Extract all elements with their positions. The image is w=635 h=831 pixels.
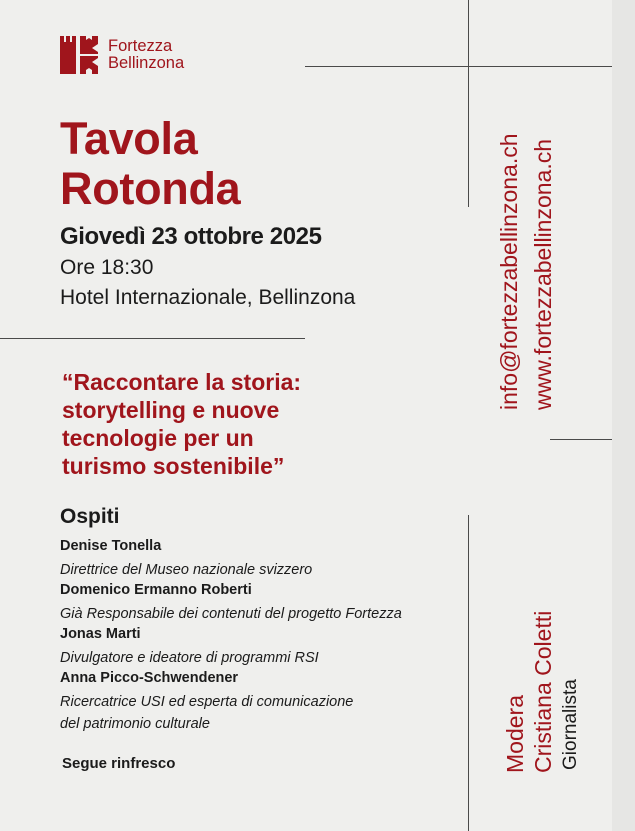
logo-line-1: Fortezza — [108, 37, 173, 55]
guests-heading: Ospiti — [60, 505, 120, 528]
divider-horizontal-middle — [0, 338, 305, 339]
guest-role: Direttrice del Museo nazionale svizzero — [60, 562, 313, 578]
event-time: Ore 18:30 — [60, 256, 154, 279]
guest-name: Jonas Marti — [60, 626, 141, 642]
page-edge — [612, 0, 635, 831]
divider-vertical-top — [468, 0, 469, 207]
guest-item — [60, 669, 402, 735]
event-venue: Hotel Internazionale, Bellinzona — [60, 286, 356, 309]
divider-horizontal-right — [550, 439, 612, 440]
topic-line: tecnologie per un — [62, 425, 254, 451]
guest-item — [60, 537, 402, 581]
guest-item — [60, 581, 402, 625]
guest-role: del patrimonio culturale — [60, 716, 210, 732]
divider-vertical-bottom — [468, 515, 469, 831]
brand-logo — [60, 36, 184, 74]
topic-quote — [62, 368, 392, 480]
guest-name: Denise Tonella — [60, 538, 162, 554]
divider-horizontal-top — [305, 66, 612, 67]
moderator-name: Cristiana Coletti — [530, 610, 556, 773]
contact-website-link[interactable]: www.fortezzabellinzona.ch — [530, 138, 556, 410]
guest-role: Divulgatore e ideatore di programmi RSI — [60, 650, 319, 666]
logo-line-2: Bellinzona — [108, 54, 185, 72]
guest-name: Anna Picco-Schwendener — [60, 670, 239, 686]
event-title-line-2: Rotonda — [60, 163, 241, 214]
guest-name: Domenico Ermanno Roberti — [60, 582, 252, 598]
contact-email-link[interactable]: info@fortezzabellinzona.ch — [496, 133, 522, 410]
event-title-line-1: Tavola — [60, 113, 198, 164]
guest-item — [60, 625, 402, 669]
castle-logo-icon — [60, 36, 100, 74]
moderator-role: Giornalista — [560, 679, 581, 770]
topic-line: turismo sostenibile” — [62, 453, 285, 479]
moderator-label: Modera — [502, 695, 528, 773]
guest-list — [60, 537, 402, 735]
refreshment-note: Segue rinfresco — [62, 755, 176, 772]
guest-role: Già Responsabile dei contenuti del progetto Fortezza — [60, 606, 402, 622]
event-title — [60, 114, 240, 214]
event-date: Giovedì 23 ottobre 2025 — [60, 223, 322, 250]
topic-line: “Raccontare la storia: — [62, 369, 302, 395]
topic-line: storytelling e nuove — [62, 397, 280, 423]
guest-role: Ricercatrice USI ed esperta di comunicazione — [60, 694, 354, 710]
